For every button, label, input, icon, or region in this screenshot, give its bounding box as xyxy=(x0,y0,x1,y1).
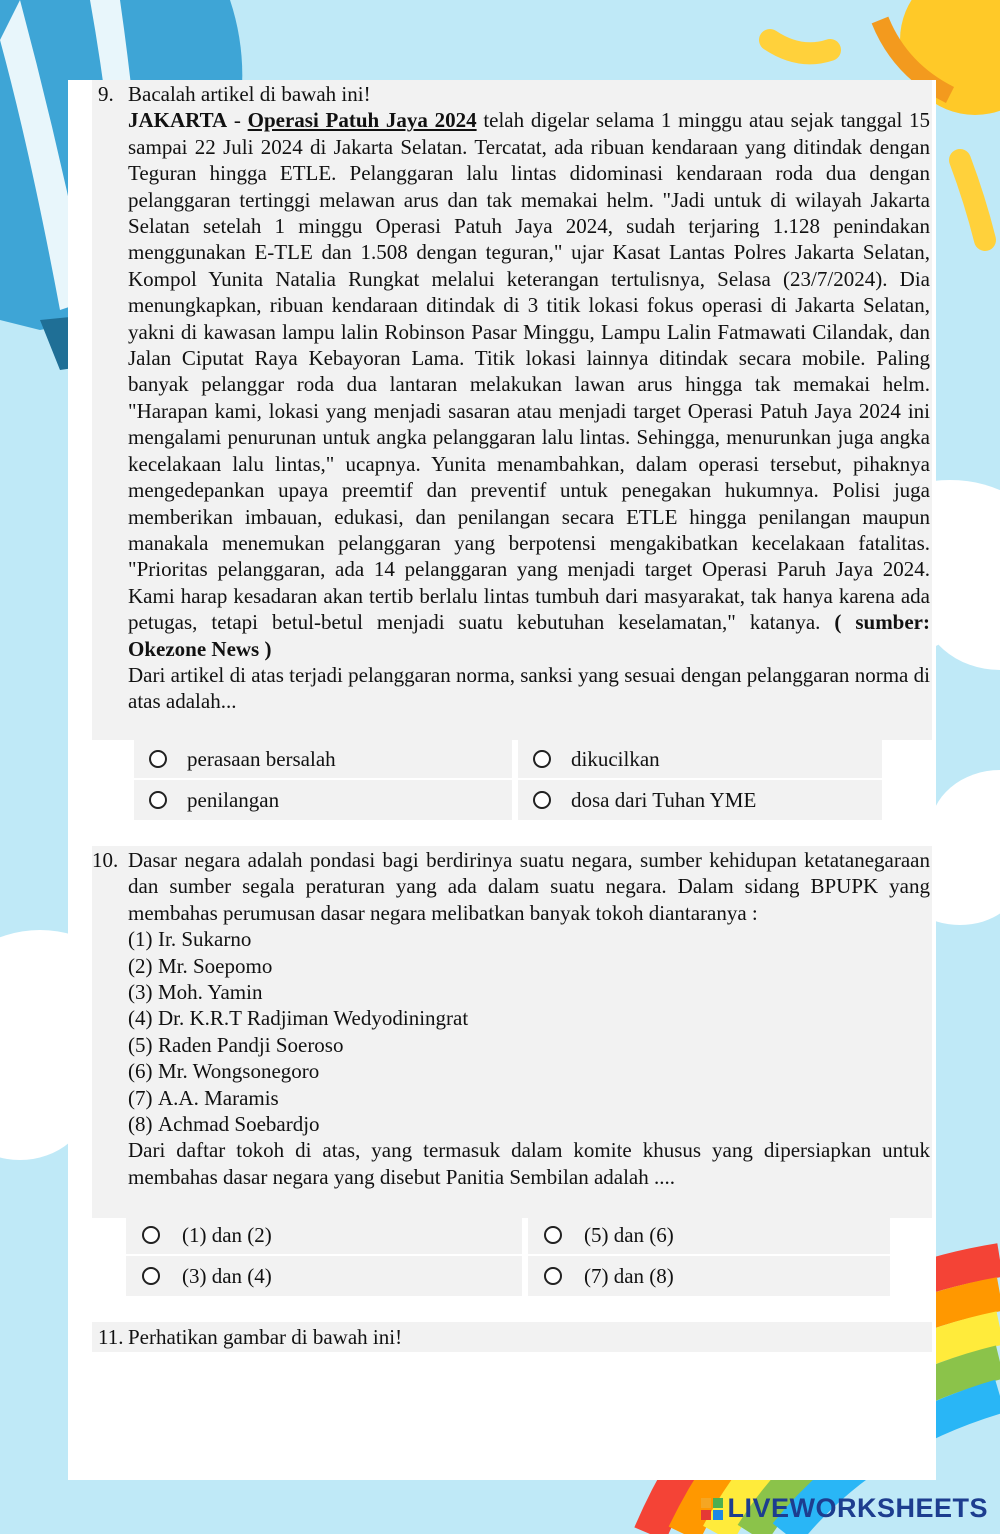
radio-icon[interactable] xyxy=(544,1267,562,1285)
q9-option-d[interactable] xyxy=(518,780,882,820)
list-item: (6) Mr. Wongsonegoro xyxy=(128,1059,320,1084)
q9-option-d-label: dosa dari Tuhan YME xyxy=(571,788,757,812)
list-item: (7) A.A. Maramis xyxy=(128,1085,279,1110)
q9-option-a-label: perasaan bersalah xyxy=(187,747,336,771)
q11-intro: Perhatikan gambar di bawah ini! xyxy=(128,1325,403,1349)
radio-icon[interactable] xyxy=(149,791,167,809)
q9-option-b[interactable] xyxy=(518,740,882,778)
radio-icon[interactable] xyxy=(533,750,551,768)
q10-number: 10. xyxy=(92,848,119,872)
radio-icon[interactable] xyxy=(533,791,551,809)
q9-option-a[interactable] xyxy=(134,740,512,778)
logo-icon xyxy=(701,1498,723,1520)
radio-icon[interactable] xyxy=(142,1226,160,1244)
q9-body xyxy=(128,81,930,715)
q9-dash: - xyxy=(227,108,248,133)
q10-list xyxy=(128,926,930,1137)
q10-option-d-label: (7) dan (8) xyxy=(584,1264,674,1288)
radio-icon[interactable] xyxy=(149,750,167,768)
q10-option-c-label: (3) dan (4) xyxy=(182,1264,272,1288)
q9-number: 9. xyxy=(98,82,114,106)
q9-dateline: JAKARTA xyxy=(128,108,228,133)
brand-logo xyxy=(701,1493,988,1524)
q10-intro: Dasar negara adalah pondasi bagi berdirinya suatu negara, sumber kehidupan ketatanegaraan dan sumber segala peraturan yang ada dalam suatu negara. Dalam sidang BPUPK yang membahas perumusan dasar negara melibatkan banyak tokoh diantaranya : xyxy=(128,848,930,925)
q9-headline: Operasi Patuh Jaya 2024 xyxy=(247,108,477,133)
q11-number: 11. xyxy=(98,1325,124,1349)
q9-option-b-label: dikucilkan xyxy=(571,747,660,771)
q9-article xyxy=(128,107,930,662)
q9-source: ( sumber: Okezone News ) xyxy=(128,610,930,661)
brand-name: LIVEWORKSHEETS xyxy=(727,1493,988,1523)
q10-body xyxy=(128,847,930,1190)
q9-option-c-label: penilangan xyxy=(187,788,280,812)
q9-intro: Bacalah artikel di bawah ini! xyxy=(128,82,371,106)
list-item: (4) Dr. K.R.T Radjiman Wedyodiningrat xyxy=(128,1006,469,1031)
q9-article-body: telah digelar selama 1 minggu atau sejak tanggal 15 sampai 22 Juli 2024 di Jakarta Selatan. Tercatat, ada ribuan kendaraan yang ditindak dengan Teguran hingga ETLE. Pelanggaran lalu lintas didominasi kendaraan roda dua dengan pelanggaran tertinggi melawan arus dan tak memakai helm. "Jadi untuk di wilayah Jakarta Selatan setelah 1 minggu Operasi Patuh Jaya 2024, sudah terjaring 1.128 penindakan menggunakan E-TLE dan 1.508 dengan teguran," ujar Kasat Lantas Polres Jakarta Selatan, Kompol Yunita Natalia Rungkat melalui keterangan tertulisnya, Selasa (23/7/2024). Dia menungkapkan, ribuan kendaraan ditindak di 3 titik lokasi fokus operasi di Jakarta Selatan, yakni di kawasan lampu lalin Robinson Pasar Minggu, Lampu Lalin Fatmawati Cilandak, dan Jalan Ciputat Raya Kebayoran Lama. Titik lokasi lainnya ditindak secara mobile. Paling banyak pelanggar roda dua lantaran melakukan lawan arus hingga tak memakai helm. "Harapan kami, lokasi yang menjadi sasaran atau menjadi target Operasi Patuh Jaya 2024 ini mengalami penurunan untuk angka pelanggaran lalu lintas. Sehingga, menurunkan juga angka kecelakaan lalu lintas," ucapnya. Yunita menambahkan, dalam operasi tersebut, pihaknya mengedepankan upaya preemtif dan preventif untuk penegakan hukumnya. Polisi juga memberikan imbauan, edukasi, dan penilangan secara ETLE hingga penilangan maupun manakala menemukan pelanggaran yang berpotensi mengakibatkan kecelakaan fatalitas. "Prioritas pelanggaran, ada 14 pelanggaran yang menjadi target Operasi Paruh Jaya 2024. Kami harap kesadaran akan tertib berlalu lintas tumbuh dari masyarakat, tak hanya karena ada petugas, tetapi betul-betul menjadi suatu kebutuhan keselamatan," katanya. xyxy=(128,108,930,635)
list-item: (1) Ir. Sukarno xyxy=(128,927,252,952)
list-item: (2) Mr. Soepomo xyxy=(128,953,273,978)
q10-question: Dari daftar tokoh di atas, yang termasuk dalam komite khusus yang dipersiapkan untuk membahas dasar negara yang disebut Panitia Sembilan adalah .... xyxy=(128,1138,930,1189)
list-item: (5) Raden Pandji Soeroso xyxy=(128,1032,344,1057)
q10-option-a[interactable] xyxy=(126,1216,522,1254)
radio-icon[interactable] xyxy=(544,1226,562,1244)
radio-icon[interactable] xyxy=(142,1267,160,1285)
q9-question: Dari artikel di atas terjadi pelanggaran norma, sanksi yang sesuai dengan pelanggaran norma di atas adalah... xyxy=(128,662,930,714)
list-item: (3) Moh. Yamin xyxy=(128,980,263,1005)
list-item: (8) Achmad Soebardjo xyxy=(128,1112,320,1137)
q10-option-b[interactable] xyxy=(528,1216,890,1254)
q10-option-c[interactable] xyxy=(126,1256,522,1296)
q10-option-a-label: (1) dan (2) xyxy=(182,1223,272,1247)
q10-option-d[interactable] xyxy=(528,1256,890,1296)
q9-option-c[interactable] xyxy=(134,780,512,820)
q10-option-b-label: (5) dan (6) xyxy=(584,1223,674,1247)
